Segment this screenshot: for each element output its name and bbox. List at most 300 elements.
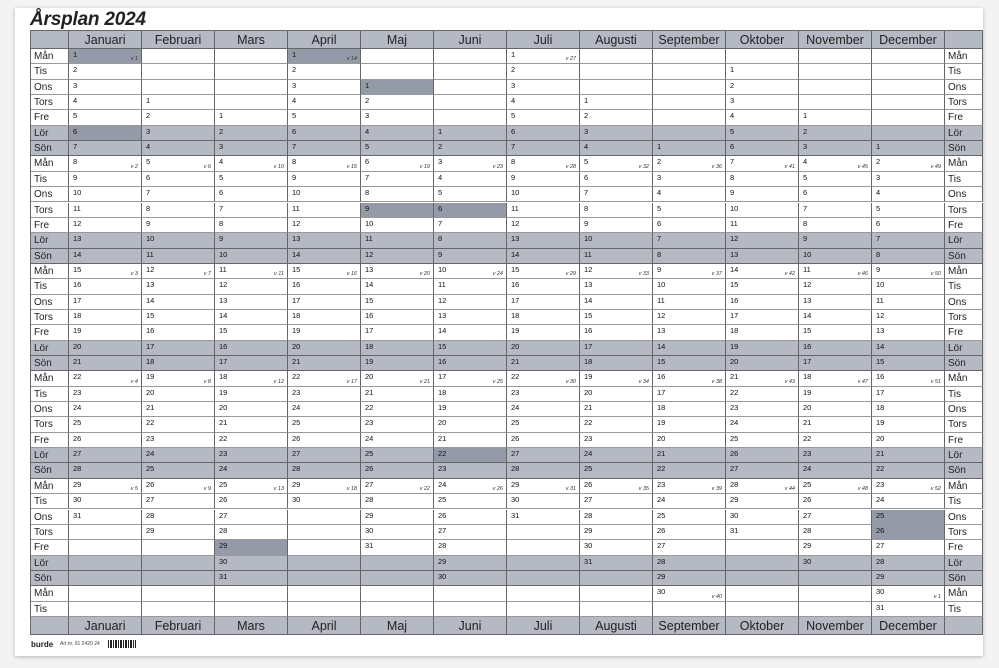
- day-cell[interactable]: [288, 325, 361, 340]
- day-cell[interactable]: [507, 187, 580, 202]
- day-cell[interactable]: [361, 95, 434, 110]
- day-cell[interactable]: [799, 203, 872, 218]
- day-cell[interactable]: [69, 126, 142, 141]
- day-cell[interactable]: [69, 110, 142, 125]
- day-cell[interactable]: [69, 80, 142, 95]
- day-cell[interactable]: [580, 463, 653, 478]
- day-cell[interactable]: [580, 556, 653, 571]
- day-cell[interactable]: [799, 402, 872, 417]
- day-cell[interactable]: [142, 218, 215, 233]
- day-cell[interactable]: [653, 156, 726, 171]
- day-cell[interactable]: [434, 571, 507, 586]
- day-cell[interactable]: [215, 233, 288, 248]
- day-cell[interactable]: [142, 203, 215, 218]
- day-cell[interactable]: [799, 249, 872, 264]
- day-cell[interactable]: [507, 249, 580, 264]
- day-cell[interactable]: [653, 387, 726, 402]
- day-cell[interactable]: [799, 187, 872, 202]
- day-cell[interactable]: [872, 295, 945, 310]
- day-cell[interactable]: [434, 203, 507, 218]
- day-cell[interactable]: [653, 264, 726, 279]
- day-cell[interactable]: [142, 463, 215, 478]
- day-cell[interactable]: [142, 525, 215, 540]
- day-cell[interactable]: [872, 525, 945, 540]
- day-cell[interactable]: [434, 463, 507, 478]
- day-cell[interactable]: [507, 356, 580, 371]
- day-cell[interactable]: [799, 172, 872, 187]
- day-cell[interactable]: [507, 371, 580, 386]
- day-cell[interactable]: [726, 510, 799, 525]
- day-cell[interactable]: [653, 402, 726, 417]
- day-cell[interactable]: [434, 510, 507, 525]
- day-cell[interactable]: [872, 510, 945, 525]
- day-cell[interactable]: [872, 218, 945, 233]
- day-cell[interactable]: [726, 371, 799, 386]
- day-cell[interactable]: [142, 448, 215, 463]
- day-cell[interactable]: [507, 433, 580, 448]
- day-cell[interactable]: [507, 172, 580, 187]
- day-cell[interactable]: [361, 387, 434, 402]
- day-cell[interactable]: [653, 571, 726, 586]
- day-cell[interactable]: [69, 218, 142, 233]
- day-cell[interactable]: [653, 463, 726, 478]
- day-cell[interactable]: [799, 540, 872, 555]
- day-cell[interactable]: [434, 540, 507, 555]
- day-cell[interactable]: [653, 525, 726, 540]
- day-cell[interactable]: [872, 371, 945, 386]
- day-cell[interactable]: [69, 510, 142, 525]
- day-cell[interactable]: [872, 325, 945, 340]
- day-cell[interactable]: [507, 49, 580, 64]
- day-cell[interactable]: [142, 371, 215, 386]
- day-cell[interactable]: [434, 556, 507, 571]
- day-cell[interactable]: [288, 187, 361, 202]
- day-cell[interactable]: [580, 279, 653, 294]
- day-cell[interactable]: [361, 479, 434, 494]
- day-cell[interactable]: [799, 448, 872, 463]
- day-cell[interactable]: [653, 494, 726, 509]
- day-cell[interactable]: [799, 479, 872, 494]
- day-cell[interactable]: [872, 187, 945, 202]
- day-cell[interactable]: [726, 126, 799, 141]
- day-cell[interactable]: [69, 494, 142, 509]
- day-cell[interactable]: [580, 387, 653, 402]
- day-cell[interactable]: [361, 341, 434, 356]
- day-cell[interactable]: [288, 433, 361, 448]
- day-cell[interactable]: [653, 218, 726, 233]
- day-cell[interactable]: [142, 341, 215, 356]
- day-cell[interactable]: [580, 341, 653, 356]
- day-cell[interactable]: [653, 448, 726, 463]
- day-cell[interactable]: [580, 417, 653, 432]
- day-cell[interactable]: [215, 264, 288, 279]
- day-cell[interactable]: [726, 156, 799, 171]
- day-cell[interactable]: [361, 80, 434, 95]
- day-cell[interactable]: [580, 218, 653, 233]
- day-cell[interactable]: [434, 126, 507, 141]
- day-cell[interactable]: [580, 433, 653, 448]
- day-cell[interactable]: [653, 187, 726, 202]
- day-cell[interactable]: [872, 203, 945, 218]
- day-cell[interactable]: [872, 141, 945, 156]
- day-cell[interactable]: [872, 249, 945, 264]
- day-cell[interactable]: [507, 310, 580, 325]
- day-cell[interactable]: [142, 279, 215, 294]
- day-cell[interactable]: [288, 156, 361, 171]
- day-cell[interactable]: [69, 141, 142, 156]
- day-cell[interactable]: [288, 64, 361, 79]
- day-cell[interactable]: [580, 540, 653, 555]
- day-cell[interactable]: [361, 510, 434, 525]
- day-cell[interactable]: [580, 233, 653, 248]
- day-cell[interactable]: [434, 233, 507, 248]
- day-cell[interactable]: [69, 49, 142, 64]
- day-cell[interactable]: [215, 510, 288, 525]
- day-cell[interactable]: [215, 571, 288, 586]
- day-cell[interactable]: [361, 218, 434, 233]
- day-cell[interactable]: [434, 479, 507, 494]
- day-cell[interactable]: [215, 126, 288, 141]
- day-cell[interactable]: [580, 448, 653, 463]
- day-cell[interactable]: [434, 371, 507, 386]
- day-cell[interactable]: [69, 325, 142, 340]
- day-cell[interactable]: [215, 249, 288, 264]
- day-cell[interactable]: [799, 510, 872, 525]
- day-cell[interactable]: [799, 341, 872, 356]
- day-cell[interactable]: [361, 203, 434, 218]
- day-cell[interactable]: [361, 433, 434, 448]
- day-cell[interactable]: [288, 463, 361, 478]
- day-cell[interactable]: [69, 264, 142, 279]
- day-cell[interactable]: [288, 203, 361, 218]
- day-cell[interactable]: [799, 156, 872, 171]
- day-cell[interactable]: [142, 479, 215, 494]
- day-cell[interactable]: [726, 80, 799, 95]
- day-cell[interactable]: [872, 463, 945, 478]
- day-cell[interactable]: [507, 510, 580, 525]
- day-cell[interactable]: [872, 417, 945, 432]
- day-cell[interactable]: [434, 187, 507, 202]
- day-cell[interactable]: [653, 295, 726, 310]
- day-cell[interactable]: [507, 141, 580, 156]
- day-cell[interactable]: [726, 356, 799, 371]
- day-cell[interactable]: [434, 494, 507, 509]
- day-cell[interactable]: [653, 233, 726, 248]
- day-cell[interactable]: [653, 433, 726, 448]
- day-cell[interactable]: [361, 126, 434, 141]
- day-cell[interactable]: [872, 356, 945, 371]
- day-cell[interactable]: [361, 525, 434, 540]
- day-cell[interactable]: [288, 479, 361, 494]
- day-cell[interactable]: [288, 110, 361, 125]
- day-cell[interactable]: [215, 110, 288, 125]
- day-cell[interactable]: [142, 126, 215, 141]
- day-cell[interactable]: [580, 295, 653, 310]
- day-cell[interactable]: [799, 494, 872, 509]
- day-cell[interactable]: [142, 433, 215, 448]
- day-cell[interactable]: [653, 540, 726, 555]
- day-cell[interactable]: [726, 494, 799, 509]
- day-cell[interactable]: [799, 233, 872, 248]
- day-cell[interactable]: [507, 463, 580, 478]
- day-cell[interactable]: [726, 110, 799, 125]
- day-cell[interactable]: [434, 325, 507, 340]
- day-cell[interactable]: [361, 494, 434, 509]
- day-cell[interactable]: [434, 156, 507, 171]
- day-cell[interactable]: [288, 356, 361, 371]
- day-cell[interactable]: [872, 602, 945, 617]
- day-cell[interactable]: [872, 341, 945, 356]
- day-cell[interactable]: [142, 141, 215, 156]
- day-cell[interactable]: [726, 64, 799, 79]
- day-cell[interactable]: [69, 479, 142, 494]
- day-cell[interactable]: [69, 402, 142, 417]
- day-cell[interactable]: [726, 525, 799, 540]
- day-cell[interactable]: [288, 494, 361, 509]
- day-cell[interactable]: [361, 325, 434, 340]
- day-cell[interactable]: [361, 156, 434, 171]
- day-cell[interactable]: [288, 279, 361, 294]
- day-cell[interactable]: [434, 141, 507, 156]
- day-cell[interactable]: [580, 126, 653, 141]
- day-cell[interactable]: [288, 249, 361, 264]
- day-cell[interactable]: [726, 417, 799, 432]
- day-cell[interactable]: [507, 126, 580, 141]
- day-cell[interactable]: [726, 479, 799, 494]
- day-cell[interactable]: [215, 295, 288, 310]
- day-cell[interactable]: [872, 586, 945, 601]
- day-cell[interactable]: [507, 417, 580, 432]
- day-cell[interactable]: [726, 141, 799, 156]
- day-cell[interactable]: [653, 371, 726, 386]
- day-cell[interactable]: [434, 264, 507, 279]
- day-cell[interactable]: [142, 387, 215, 402]
- day-cell[interactable]: [799, 387, 872, 402]
- day-cell[interactable]: [726, 187, 799, 202]
- day-cell[interactable]: [288, 310, 361, 325]
- day-cell[interactable]: [288, 371, 361, 386]
- day-cell[interactable]: [580, 525, 653, 540]
- day-cell[interactable]: [799, 264, 872, 279]
- day-cell[interactable]: [872, 172, 945, 187]
- day-cell[interactable]: [215, 141, 288, 156]
- day-cell[interactable]: [69, 433, 142, 448]
- day-cell[interactable]: [580, 156, 653, 171]
- day-cell[interactable]: [215, 387, 288, 402]
- day-cell[interactable]: [872, 279, 945, 294]
- day-cell[interactable]: [215, 417, 288, 432]
- day-cell[interactable]: [215, 310, 288, 325]
- day-cell[interactable]: [434, 218, 507, 233]
- day-cell[interactable]: [69, 463, 142, 478]
- day-cell[interactable]: [142, 95, 215, 110]
- day-cell[interactable]: [799, 433, 872, 448]
- day-cell[interactable]: [142, 156, 215, 171]
- day-cell[interactable]: [872, 387, 945, 402]
- day-cell[interactable]: [69, 156, 142, 171]
- day-cell[interactable]: [799, 295, 872, 310]
- day-cell[interactable]: [726, 279, 799, 294]
- day-cell[interactable]: [507, 479, 580, 494]
- day-cell[interactable]: [653, 341, 726, 356]
- day-cell[interactable]: [507, 494, 580, 509]
- day-cell[interactable]: [69, 233, 142, 248]
- day-cell[interactable]: [580, 510, 653, 525]
- day-cell[interactable]: [361, 540, 434, 555]
- day-cell[interactable]: [361, 310, 434, 325]
- day-cell[interactable]: [799, 325, 872, 340]
- day-cell[interactable]: [726, 233, 799, 248]
- day-cell[interactable]: [434, 279, 507, 294]
- day-cell[interactable]: [580, 187, 653, 202]
- day-cell[interactable]: [288, 448, 361, 463]
- day-cell[interactable]: [142, 187, 215, 202]
- day-cell[interactable]: [361, 417, 434, 432]
- day-cell[interactable]: [580, 310, 653, 325]
- day-cell[interactable]: [580, 356, 653, 371]
- day-cell[interactable]: [799, 525, 872, 540]
- day-cell[interactable]: [361, 295, 434, 310]
- day-cell[interactable]: [434, 249, 507, 264]
- day-cell[interactable]: [653, 141, 726, 156]
- day-cell[interactable]: [288, 80, 361, 95]
- day-cell[interactable]: [288, 49, 361, 64]
- day-cell[interactable]: [872, 556, 945, 571]
- day-cell[interactable]: [215, 218, 288, 233]
- day-cell[interactable]: [653, 249, 726, 264]
- day-cell[interactable]: [726, 95, 799, 110]
- day-cell[interactable]: [69, 187, 142, 202]
- day-cell[interactable]: [69, 279, 142, 294]
- day-cell[interactable]: [142, 417, 215, 432]
- day-cell[interactable]: [69, 387, 142, 402]
- day-cell[interactable]: [361, 279, 434, 294]
- day-cell[interactable]: [142, 356, 215, 371]
- day-cell[interactable]: [872, 264, 945, 279]
- day-cell[interactable]: [142, 510, 215, 525]
- day-cell[interactable]: [799, 141, 872, 156]
- day-cell[interactable]: [507, 279, 580, 294]
- day-cell[interactable]: [215, 494, 288, 509]
- day-cell[interactable]: [507, 233, 580, 248]
- day-cell[interactable]: [215, 341, 288, 356]
- day-cell[interactable]: [69, 417, 142, 432]
- day-cell[interactable]: [799, 310, 872, 325]
- day-cell[interactable]: [288, 233, 361, 248]
- day-cell[interactable]: [507, 156, 580, 171]
- day-cell[interactable]: [653, 556, 726, 571]
- day-cell[interactable]: [215, 156, 288, 171]
- day-cell[interactable]: [580, 371, 653, 386]
- day-cell[interactable]: [142, 233, 215, 248]
- day-cell[interactable]: [799, 279, 872, 294]
- day-cell[interactable]: [799, 556, 872, 571]
- day-cell[interactable]: [653, 586, 726, 601]
- day-cell[interactable]: [653, 172, 726, 187]
- day-cell[interactable]: [288, 387, 361, 402]
- day-cell[interactable]: [799, 356, 872, 371]
- day-cell[interactable]: [580, 249, 653, 264]
- day-cell[interactable]: [507, 448, 580, 463]
- day-cell[interactable]: [872, 448, 945, 463]
- day-cell[interactable]: [872, 540, 945, 555]
- day-cell[interactable]: [507, 95, 580, 110]
- day-cell[interactable]: [215, 540, 288, 555]
- day-cell[interactable]: [434, 341, 507, 356]
- day-cell[interactable]: [288, 264, 361, 279]
- day-cell[interactable]: [288, 402, 361, 417]
- day-cell[interactable]: [726, 402, 799, 417]
- day-cell[interactable]: [726, 325, 799, 340]
- day-cell[interactable]: [215, 479, 288, 494]
- day-cell[interactable]: [507, 402, 580, 417]
- day-cell[interactable]: [726, 387, 799, 402]
- day-cell[interactable]: [434, 356, 507, 371]
- day-cell[interactable]: [361, 249, 434, 264]
- day-cell[interactable]: [215, 325, 288, 340]
- day-cell[interactable]: [580, 95, 653, 110]
- day-cell[interactable]: [361, 172, 434, 187]
- day-cell[interactable]: [215, 371, 288, 386]
- day-cell[interactable]: [142, 494, 215, 509]
- day-cell[interactable]: [872, 433, 945, 448]
- day-cell[interactable]: [726, 203, 799, 218]
- day-cell[interactable]: [507, 387, 580, 402]
- day-cell[interactable]: [288, 95, 361, 110]
- day-cell[interactable]: [288, 341, 361, 356]
- day-cell[interactable]: [142, 249, 215, 264]
- day-cell[interactable]: [507, 264, 580, 279]
- day-cell[interactable]: [434, 525, 507, 540]
- day-cell[interactable]: [726, 295, 799, 310]
- day-cell[interactable]: [215, 356, 288, 371]
- day-cell[interactable]: [142, 172, 215, 187]
- day-cell[interactable]: [726, 433, 799, 448]
- day-cell[interactable]: [434, 417, 507, 432]
- day-cell[interactable]: [288, 141, 361, 156]
- day-cell[interactable]: [215, 187, 288, 202]
- day-cell[interactable]: [361, 448, 434, 463]
- day-cell[interactable]: [653, 310, 726, 325]
- day-cell[interactable]: [361, 233, 434, 248]
- day-cell[interactable]: [361, 402, 434, 417]
- day-cell[interactable]: [653, 417, 726, 432]
- day-cell[interactable]: [69, 172, 142, 187]
- day-cell[interactable]: [215, 525, 288, 540]
- day-cell[interactable]: [653, 203, 726, 218]
- day-cell[interactable]: [69, 295, 142, 310]
- day-cell[interactable]: [361, 141, 434, 156]
- day-cell[interactable]: [215, 448, 288, 463]
- day-cell[interactable]: [142, 295, 215, 310]
- day-cell[interactable]: [361, 110, 434, 125]
- day-cell[interactable]: [653, 510, 726, 525]
- day-cell[interactable]: [580, 141, 653, 156]
- day-cell[interactable]: [726, 310, 799, 325]
- day-cell[interactable]: [142, 264, 215, 279]
- day-cell[interactable]: [142, 310, 215, 325]
- day-cell[interactable]: [69, 371, 142, 386]
- day-cell[interactable]: [799, 110, 872, 125]
- day-cell[interactable]: [69, 448, 142, 463]
- day-cell[interactable]: [726, 249, 799, 264]
- day-cell[interactable]: [507, 341, 580, 356]
- day-cell[interactable]: [726, 172, 799, 187]
- day-cell[interactable]: [726, 448, 799, 463]
- day-cell[interactable]: [580, 402, 653, 417]
- day-cell[interactable]: [288, 172, 361, 187]
- day-cell[interactable]: [507, 295, 580, 310]
